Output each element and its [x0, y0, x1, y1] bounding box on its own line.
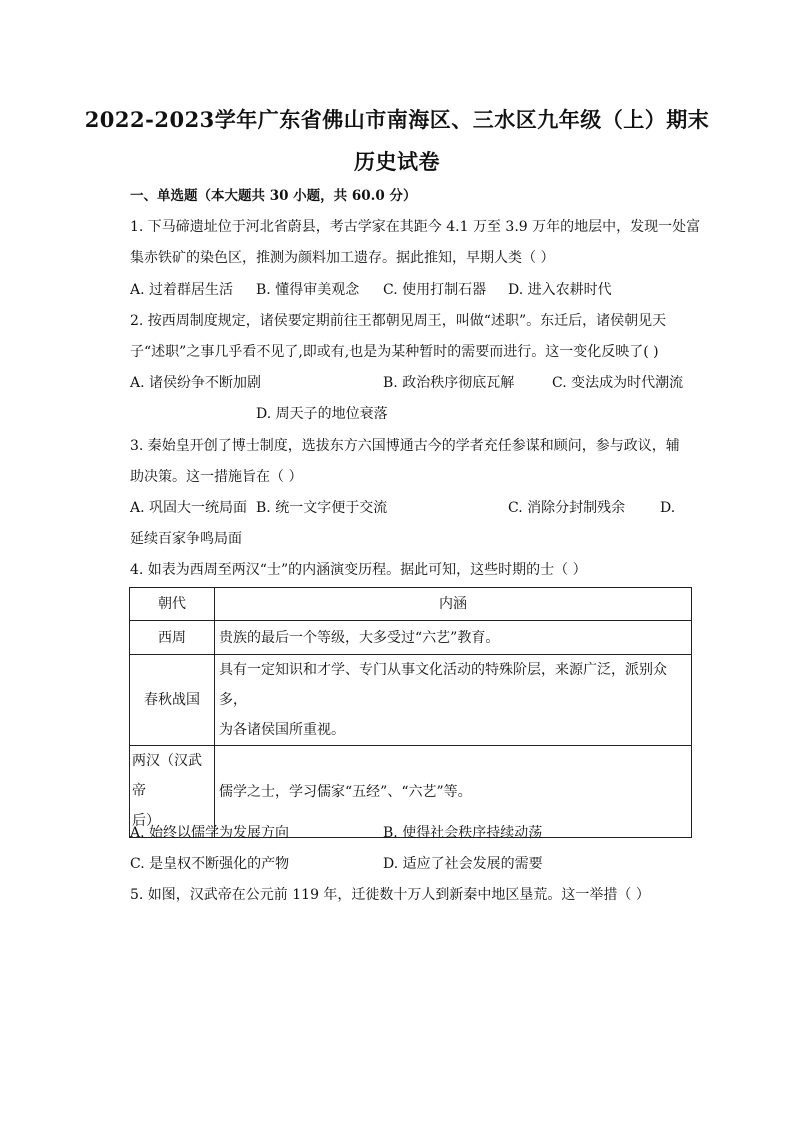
table-cell-era: 西周: [130, 621, 215, 655]
q2-option-a: A. 诸侯纷争不断加剧: [130, 375, 262, 391]
q1-text-line1: 1. 下马碲遗址位于河北省蔚县，考古学家在其距今 4.1 万至 3.9 万年的地层中，发现一处富: [130, 219, 701, 235]
table-header-row: [130, 588, 692, 621]
q2-text-line1: 2. 按西周制度规定，诸侯要定期前往王都朝见周王，叫做“述职”。东迁后，诸侯朝见天: [130, 313, 667, 329]
q1-option-c: C. 使用打制石器: [383, 282, 487, 298]
era-table: [129, 587, 692, 838]
q2-option-d: D. 周天子的地位衰落: [256, 406, 388, 422]
q2-option-c: C. 变法成为时代潮流: [552, 375, 684, 391]
table-cell-content: [215, 655, 692, 746]
q4-option-a: A. 始终以儒学为发展方向: [130, 825, 290, 841]
q4-text-line1: 4. 如表为西周至两汉“士”的内涵演变历程。据此可知，这些时期的士（ ）: [130, 562, 587, 578]
table-cell-content-line1: 具有一定知识和才学、专门从事文化活动的特殊阶层，来源广泛，派别众多，: [219, 662, 667, 708]
table-cell-era: 春秋战国: [130, 655, 215, 746]
table-cell-era-line2: 后）: [132, 813, 160, 829]
section-heading: 一、单选题（本大题共 30 小题，共 60.0 分）: [130, 188, 417, 204]
q3-option-d-text: 延续百家争鸣局面: [130, 531, 242, 547]
q1-option-b: B. 懂得审美观念: [256, 282, 360, 298]
q3-option-d-label: D.: [660, 500, 676, 516]
q4-option-c: C. 是皇权不断强化的产物: [130, 856, 290, 872]
q3-option-b: B. 统一文字便于交流: [256, 500, 388, 516]
q1-option-d: D. 进入农耕时代: [508, 282, 612, 298]
table-cell-content: 儒学之士，学习儒家“五经”、“六艺”等。: [215, 746, 692, 838]
q1-text-line2: 集赤铁矿的染色区，推测为颜料加工遗存。据此推知，早期人类（ ）: [130, 250, 555, 266]
q2-text-line2: 子“述职”之事几乎看不见了,即或有,也是为某种暂时的需要而进行。这一变化反映了( ): [130, 344, 659, 360]
table-cell-era-line1: 两汉（汉武帝: [132, 753, 202, 799]
q3-option-c: C. 消除分封制残余: [508, 500, 626, 516]
q5-text-line1: 5. 如图，汉武帝在公元前 119 年，迁徙数十万人到新秦中地区垦荒。这一举措（ ）: [130, 887, 650, 903]
q4-option-d: D. 适应了社会发展的需要: [383, 856, 543, 872]
q2-option-b: B. 政治秩序彻底瓦解: [383, 375, 515, 391]
q3-text-line2: 助决策。这一措施旨在（ ）: [130, 469, 303, 485]
table-row: [130, 655, 692, 746]
q3-option-a: A. 巩固大一统局面: [130, 500, 248, 516]
table-row: [130, 621, 692, 655]
q4-option-b: B. 使得社会秩序持续动荡: [383, 825, 543, 841]
table-header-era: 朝代: [130, 588, 215, 621]
q3-text-line1: 3. 秦始皇开创了博士制度，选拔东方六国博通古今的学者充任参谋和顾问，参与政议，辅: [130, 438, 680, 454]
table-header-content: 内涵: [215, 588, 692, 621]
table-cell-content-line2: 为各诸侯国所重视。: [219, 722, 345, 738]
exam-title-line2: 历史试卷: [354, 149, 440, 174]
q1-option-a: A. 过着群居生活: [130, 282, 234, 298]
exam-title-line1: 2022-2023学年广东省佛山市南海区、三水区九年级（上）期末: [84, 107, 710, 132]
table-cell-content: 贵族的最后一个等级，大多受过“六艺”教育。: [215, 621, 692, 655]
